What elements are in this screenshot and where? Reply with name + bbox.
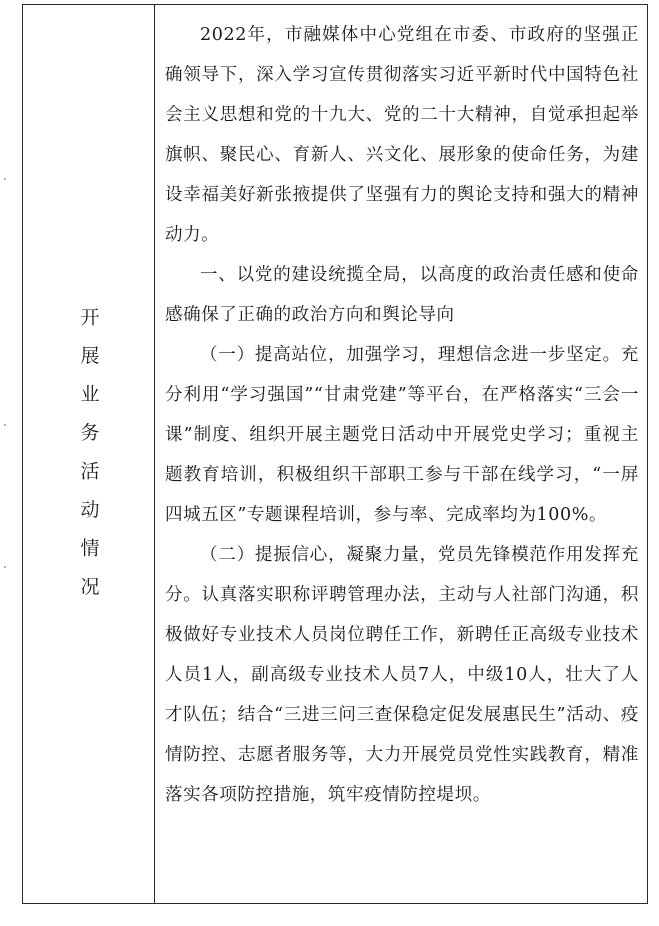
margin-mark bbox=[4, 566, 6, 568]
label-column bbox=[23, 5, 155, 903]
row-label: 开展业务活动情况 bbox=[77, 307, 100, 615]
margin-mark bbox=[4, 424, 6, 426]
margin-mark bbox=[4, 178, 6, 180]
section-heading: 一、以党的建设统揽全局，以高度的政治责任感和使命感确保了正确的政治方向和舆论导向 bbox=[165, 265, 639, 325]
content-column bbox=[155, 5, 647, 903]
subsection-paragraph-1: （一）提高站位，加强学习，理想信念进一步坚定。充分利用“学习强国”“甘肃党建”等平台，在严格落实“三会一课”制度、组织开展主题党日活动中开展党史学习；重视主题教育培训，积极组织干部职工参与干部在线学习，“一屏四城五区”专题课程培训，参与率、完成率均为100%。 bbox=[165, 345, 639, 525]
intro-paragraph: 2022年，市融媒体中心党组在市委、市政府的坚强正确领导下，深入学习宣传贯彻落实习近平新时代中国特色社会主义思想和党的十九大、党的二十大精神，自觉承担起举旗帜、聚民心、育新人、兴文化、展形象的使命任务，为建设幸福美好新张掖提供了坚强有力的舆论支持和强大的精神动力。 bbox=[165, 25, 639, 245]
form-table bbox=[22, 4, 648, 904]
subsection-paragraph-2: （二）提振信心，凝聚力量，党员先锋模范作用发挥充分。认真落实职称评聘管理办法，主动与人社部门沟通，积极做好专业技术人员岗位聘任工作，新聘任正高级专业技术人员1人，副高级专业技术人员7人，中级10人，壮大了人才队伍；结合“三进三问三查保稳定促发展惠民生”活动、疫情防控、志愿者服务等，大力开展党员党性实践教育，精准落实各项防控措施，筑牢疫情防控堤坝。 bbox=[165, 545, 639, 805]
